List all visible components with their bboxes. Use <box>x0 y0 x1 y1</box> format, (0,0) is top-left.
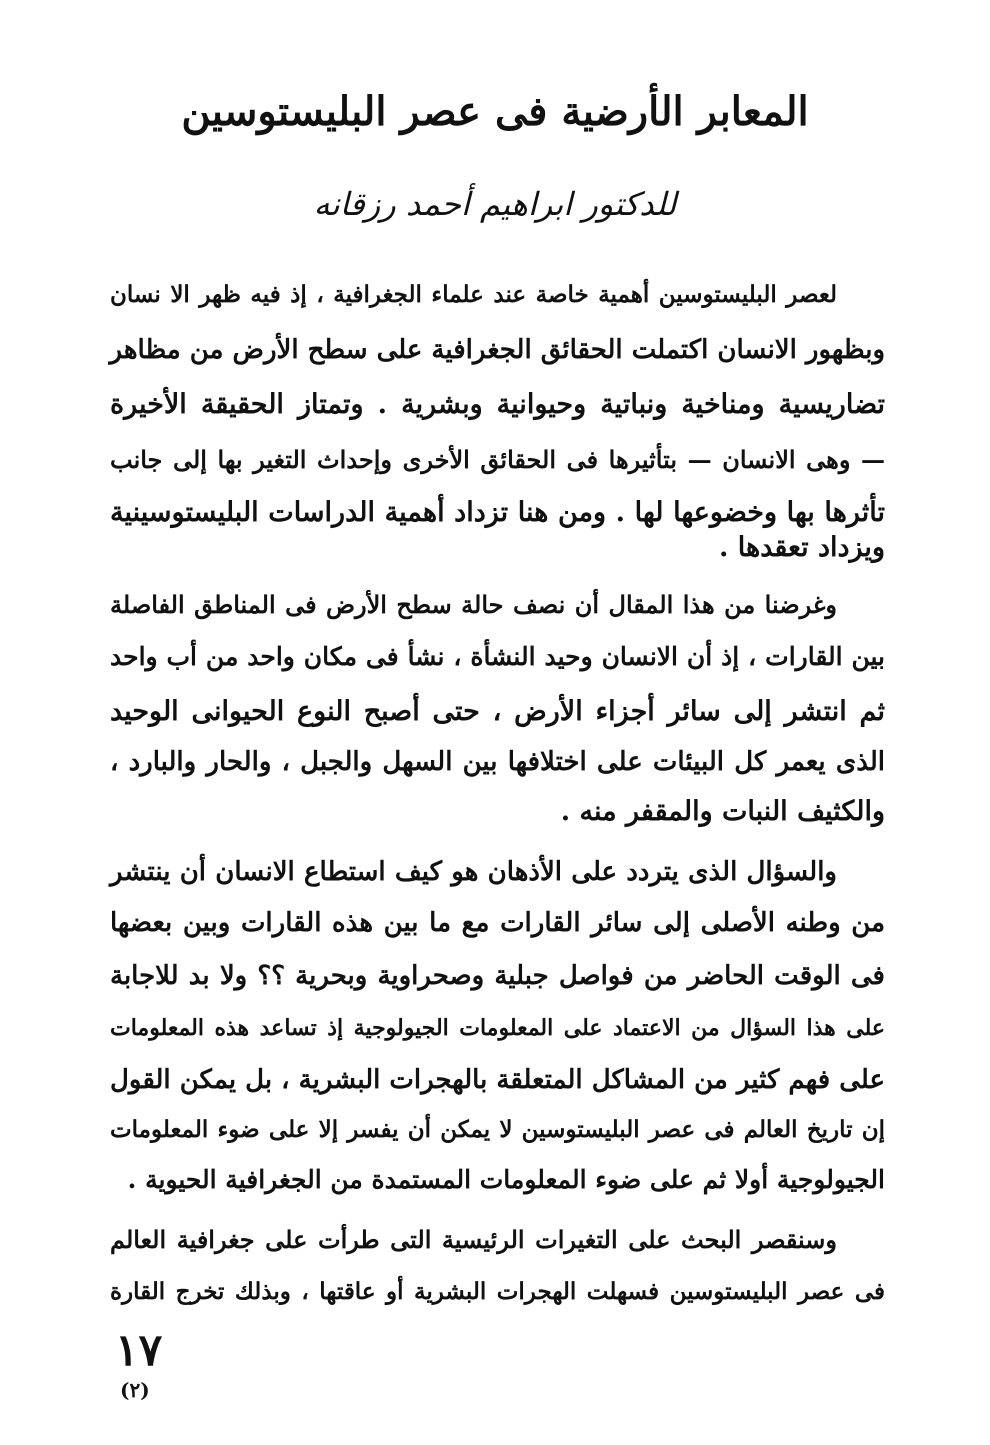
text-line: بين القارات ، إذ أن الانسان وحيد النشأة ، نشأ فى مكان واحد من أب واحد <box>110 642 885 671</box>
text-line: وبظهور الانسان اكتملت الحقائق الجغرافية على سطح الأرض من مظاهر <box>109 335 885 365</box>
text-line: فى عصر البليستوسين فسهلت الهجرات البشرية أو عاقتها ، وبذلك تخرج القارة <box>110 1278 885 1305</box>
text-line: الذى يعمر كل البيئات على اختلافها بين السهل والجبل ، والحار والبارد ، <box>110 747 885 777</box>
text-line: الجيولوجية أولا ثم على ضوء المعلومات المستمدة من الجغرافية الحيوية . <box>127 1165 885 1194</box>
text-line: وسنقصر البحث على التغيرات الرئيسية التى طرأت على جغرافية العالم <box>110 1225 837 1254</box>
text-line: ويزداد تعقدها . <box>718 532 885 563</box>
text-line: على هذا السؤال من الاعتماد على المعلومات الجيولوجية إذ تساعد هذه المعلومات <box>110 1015 885 1041</box>
text-line: لعصر البليستوسين أهمية خاصة عند علماء الجغرافية ، إذ فيه ظهر الا نسان <box>110 281 837 308</box>
text-line: تأثرها بها وخضوعها لها . ومن هنا تزداد أهمية الدراسات البليستوسينية <box>110 497 885 528</box>
page-number: ١٧ <box>115 1325 163 1376</box>
text-line: فى الوقت الحاضر من فواصل جبلية وصحراوية وبحرية ؟؟ ولا بد للاجابة <box>110 961 885 991</box>
text-line: إن تاريخ العالم فى عصر البليستوسين لا يمكن أن يفسر إلا على ضوء المعلومات <box>110 1116 885 1143</box>
text-line: من وطنه الأصلى إلى سائر القارات مع ما بين هذه القارات وبين بعضها <box>110 908 885 938</box>
text-line: على فهم كثير من المشاكل المتعلقة بالهجرات البشرية ، بل يمكن القول <box>110 1065 885 1095</box>
text-line: تضاريسية ومناخية ونباتية وحيوانية وبشرية . وتمتاز الحقيقة الأخيرة <box>110 389 885 420</box>
author-line: للدكتور ابراهيم أحمد رزقانه <box>313 185 677 223</box>
sheet-number: (٢) <box>120 1378 150 1402</box>
article-title: المعابر الأرضية فى عصر البليستوسين <box>181 88 809 135</box>
text-line: وغرضنا من هذا المقال أن نصف حالة سطح الأرض فى المناطق الفاصلة <box>110 590 837 619</box>
text-line: والسؤال الذى يتردد على الأذهان هو كيف استطاع الانسان أن ينتشر <box>110 857 837 887</box>
text-line: ثم انتشر إلى سائر أجزاء الأرض ، حتى أصبح النوع الحيوانى الوحيد <box>110 696 885 727</box>
text-line: والكثيف النبات والمقفر منه . <box>560 796 885 827</box>
text-line: — وهى الانسان — بتأثيرها فى الحقائق الأخرى وإحداث التغير بها إلى جانب <box>110 445 885 474</box>
